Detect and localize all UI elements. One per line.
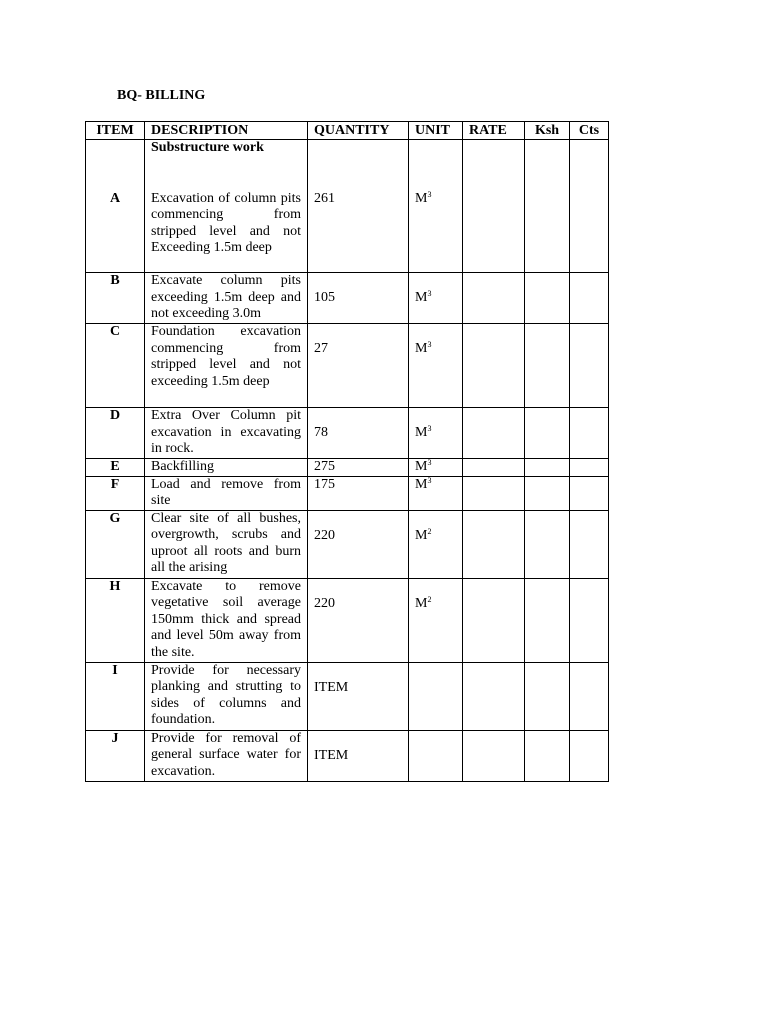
description-text: Clear site of all bushes, overgrowth, scrubs and uproot all roots and burn all the arising	[151, 510, 301, 575]
rate-cell	[463, 730, 525, 781]
unit-cell	[409, 140, 463, 273]
cts-cell	[570, 408, 609, 459]
quantity-value: 220	[314, 527, 335, 543]
header-cts: Cts	[570, 122, 609, 140]
rate-cell	[463, 510, 525, 578]
quantity-cell	[308, 324, 409, 408]
item-code: G	[109, 510, 121, 526]
quantity-cell	[308, 459, 409, 477]
quantity-cell	[308, 510, 409, 578]
description-cell	[145, 730, 308, 781]
unit-exponent: 3	[427, 475, 432, 485]
header-unit: UNIT	[409, 122, 463, 140]
unit-exponent: 3	[427, 289, 432, 298]
description-text: Backfilling	[151, 459, 214, 474]
unit-value	[415, 324, 456, 358]
description-text: Extra Over Column pit excavation in excavating in rock.	[151, 408, 301, 456]
ksh-cell	[525, 273, 570, 324]
header-row	[86, 122, 609, 140]
header-rate: RATE	[463, 122, 525, 140]
ksh-cell	[525, 662, 570, 730]
unit-value	[415, 408, 456, 442]
table-body	[86, 140, 609, 782]
unit-exponent: 3	[427, 424, 432, 433]
description-cell	[145, 459, 308, 477]
item-cell	[86, 408, 145, 459]
header-ksh: Ksh	[525, 122, 570, 140]
unit-base: M	[415, 191, 428, 206]
unit-value	[415, 459, 456, 476]
item-cell	[86, 324, 145, 408]
rate-cell	[463, 476, 525, 510]
rate-cell	[463, 140, 525, 273]
table-row	[86, 459, 609, 477]
ksh-cell	[525, 476, 570, 510]
description-cell	[145, 578, 308, 662]
description-text: Provide for necessary planking and strutting to sides of columns and foundation.	[151, 662, 301, 727]
unit-cell	[409, 476, 463, 510]
ksh-cell	[525, 730, 570, 781]
rate-cell	[463, 408, 525, 459]
ksh-cell	[525, 578, 570, 662]
description-cell	[145, 408, 308, 459]
rate-cell	[463, 459, 525, 477]
unit-base: M	[415, 527, 428, 543]
item-code: D	[109, 408, 121, 423]
description-text: Foundation excavation commencing from stripped level and not exceeding 1.5m deep	[151, 324, 301, 389]
ksh-cell	[525, 408, 570, 459]
unit-base: M	[415, 459, 428, 474]
unit-value	[415, 140, 456, 208]
unit-exponent: 3	[427, 190, 432, 199]
ksh-cell	[525, 140, 570, 273]
unit-value	[415, 273, 456, 307]
cts-cell	[570, 273, 609, 324]
unit-value	[415, 511, 456, 545]
description-text: Excavate to remove vegetative soil average 150mm thick and spread and level 50m away from the site.	[151, 578, 301, 660]
unit-base: M	[415, 476, 428, 492]
table-row	[86, 273, 609, 324]
item-cell	[86, 476, 145, 510]
rate-cell	[463, 578, 525, 662]
item-code: I	[112, 662, 118, 678]
rate-cell	[463, 324, 525, 408]
cts-cell	[570, 578, 609, 662]
unit-cell	[409, 459, 463, 477]
bq-table	[85, 121, 609, 782]
table-row	[86, 730, 609, 781]
unit-base: M	[415, 425, 428, 440]
description-cell	[145, 324, 308, 408]
cts-cell	[570, 459, 609, 477]
table-row	[86, 510, 609, 578]
header-description: DESCRIPTION	[145, 122, 308, 140]
cts-cell	[570, 730, 609, 781]
quantity-value: 275	[314, 459, 335, 474]
item-cell	[86, 578, 145, 662]
quantity-cell	[308, 730, 409, 781]
item-cell	[86, 273, 145, 324]
description-cell	[145, 140, 308, 273]
quantity-value: 27	[314, 341, 328, 356]
ksh-cell	[525, 459, 570, 477]
quantity-value: 261	[314, 191, 335, 206]
description-cell	[145, 476, 308, 510]
item-code: H	[109, 578, 121, 594]
unit-base: M	[415, 290, 428, 305]
quantity-cell	[308, 578, 409, 662]
rate-cell	[463, 273, 525, 324]
table-row	[86, 476, 609, 510]
item-code: J	[111, 730, 119, 746]
table-header	[86, 122, 609, 140]
unit-cell	[409, 578, 463, 662]
description-text: Excavation of column pits commencing from stripped level and not Exceeding 1.5m deep	[151, 190, 301, 255]
unit-cell	[409, 324, 463, 408]
unit-base: M	[415, 341, 428, 356]
cts-cell	[570, 324, 609, 408]
quantity-value: 105	[314, 290, 335, 305]
unit-cell	[409, 408, 463, 459]
unit-exponent: 2	[427, 526, 432, 536]
quantity-value: ITEM	[314, 679, 349, 695]
cts-cell	[570, 140, 609, 273]
unit-value	[415, 477, 456, 494]
cts-cell	[570, 662, 609, 730]
table-row	[86, 140, 609, 273]
quantity-cell	[308, 476, 409, 510]
quantity-cell	[308, 273, 409, 324]
ksh-cell	[525, 510, 570, 578]
unit-exponent: 3	[427, 340, 432, 349]
document-title: BQ- BILLING	[117, 88, 206, 103]
ksh-cell	[525, 324, 570, 408]
quantity-cell	[308, 662, 409, 730]
item-code: E	[110, 459, 120, 474]
unit-exponent: 2	[427, 594, 432, 604]
quantity-cell	[308, 140, 409, 273]
unit-exponent: 3	[427, 458, 432, 467]
item-cell	[86, 730, 145, 781]
item-code: F	[110, 476, 120, 492]
item-cell	[86, 140, 145, 273]
header-item: ITEM	[86, 122, 145, 140]
description-text: Excavate column pits exceeding 1.5m deep and not exceeding 3.0m	[151, 273, 301, 321]
quantity-value: 175	[314, 476, 335, 492]
description-cell	[145, 510, 308, 578]
item-code: C	[109, 324, 121, 339]
description-text: Load and remove from site	[151, 476, 301, 508]
section-heading: Substructure work	[151, 140, 264, 155]
description-cell	[145, 273, 308, 324]
quantity-value: 78	[314, 425, 328, 440]
item-code: A	[109, 191, 121, 206]
unit-cell	[409, 730, 463, 781]
table-row	[86, 662, 609, 730]
quantity-value: 220	[314, 595, 335, 611]
cts-cell	[570, 510, 609, 578]
table-row	[86, 408, 609, 459]
item-cell	[86, 662, 145, 730]
rate-cell	[463, 662, 525, 730]
description-text: Provide for removal of general surface water for excavation.	[151, 730, 301, 779]
item-cell	[86, 510, 145, 578]
unit-base: M	[415, 595, 428, 611]
description-cell	[145, 662, 308, 730]
item-code: B	[110, 273, 120, 288]
quantity-cell	[308, 408, 409, 459]
unit-value	[415, 579, 456, 613]
unit-cell	[409, 662, 463, 730]
unit-cell	[409, 510, 463, 578]
cts-cell	[570, 476, 609, 510]
table-row	[86, 578, 609, 662]
unit-cell	[409, 273, 463, 324]
header-quantity: QUANTITY	[308, 122, 409, 140]
table-row	[86, 324, 609, 408]
item-cell	[86, 459, 145, 477]
quantity-value: ITEM	[314, 747, 349, 763]
